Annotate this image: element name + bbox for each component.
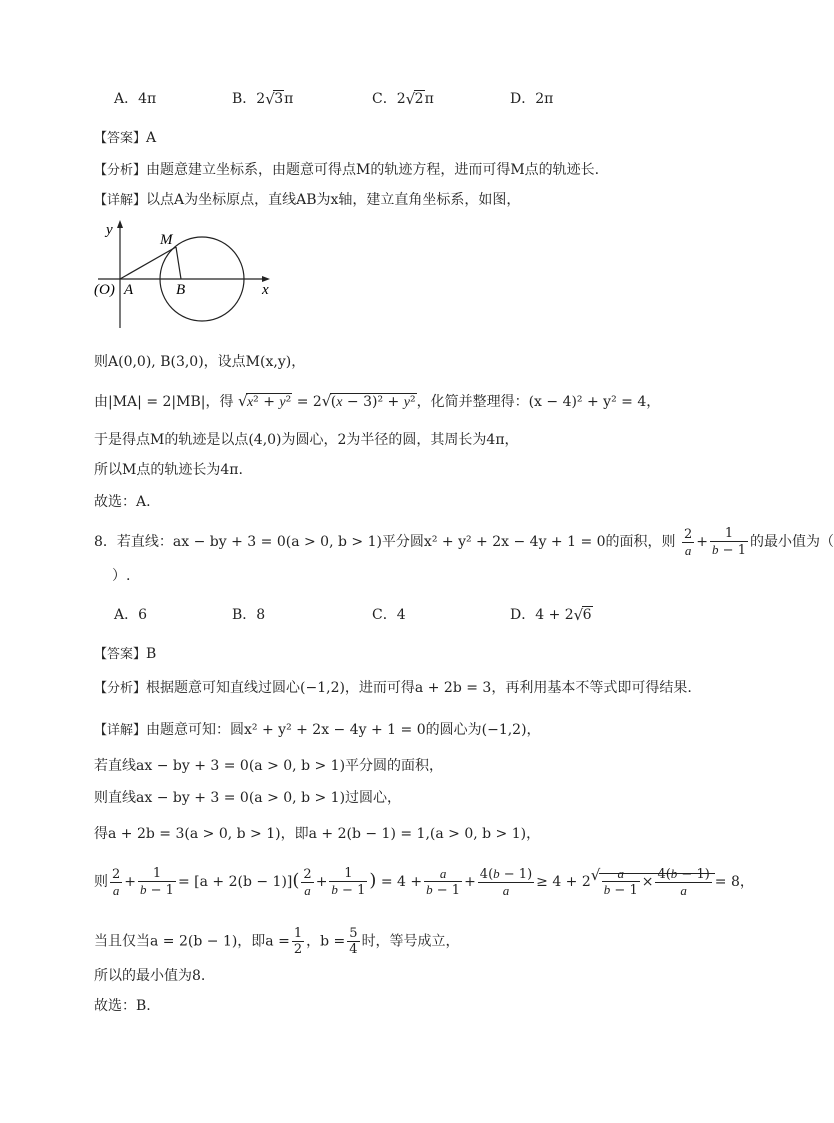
q7-answer: 【答案】A (94, 130, 157, 146)
label-y: y (106, 222, 113, 238)
q8-detail-4: 得a + 2b = 3(a > 0, b > 1)，即a + 2(b − 1) = 1,(a > 0, b > 1)， (94, 826, 541, 842)
q8-detail-6: 当且仅当a = 2(b − 1)，即a = $\frac{1}{2}$ ，b = $\frac{5}{4}$ 时，等号成立， (94, 926, 460, 957)
q8-analysis: 【分析】根据题意可知直线过圆心(−1,2)，进而可得a + 2b = 3，再利用基本不等式即可得结果. (94, 680, 692, 696)
q7-option-a: A．4π (114, 91, 157, 107)
q8-stem-end: ）. (112, 568, 131, 584)
q7-step1: 由|MA| = 2|MB|，得 √ x² + y² = 2√ (x − 3)² + y²，化简并整理得：(x − 4)² + y² = 4， (94, 392, 660, 413)
q8-choose: 故选：B. (94, 998, 151, 1014)
q7-option-d: D．2π (510, 91, 554, 107)
coordinate-figure (90, 218, 290, 332)
q8-detail-2: 若直线ax − by + 3 = 0(a > 0, b > 1)平分圆的面积， (94, 758, 444, 774)
q7-step3: 所以M点的轨迹长为4π. (94, 462, 243, 478)
segment-ma (120, 247, 176, 279)
label-m: M (160, 232, 173, 248)
q7-option-c: C．2√ 2π (372, 88, 434, 108)
q8-detail-7: 所以的最小值为8. (94, 968, 206, 984)
q8-stem: 8．若直线：ax − by + 3 = 0(a > 0, b > 1)平分圆x² + y² + 2x − 4y + 1 = 0的面积，则 $\frac{2}{a}$ + $\frac{1}{b - 1}$ 的最小值为（ (94, 526, 834, 558)
y-axis-arrow (117, 220, 123, 228)
q7-step2: 于是得点M的轨迹是以点(4,0)为圆心，2为半径的圆，其周长为4π， (94, 432, 519, 448)
label-x: x (262, 282, 269, 298)
segment-mb (176, 247, 181, 279)
q7-analysis: 【分析】由题意建立坐标系，由题意可得点M的轨迹方程，进而可得M点的轨迹长. (94, 162, 600, 178)
q8-option-c: C．4 (372, 607, 406, 623)
q8-option-a: A．6 (114, 607, 148, 623)
q7-detail-intro: 【详解】以点A为坐标原点，直线AB为x轴，建立直角坐标系，如图， (94, 192, 521, 208)
q8-detail-5: 则 $\frac{2}{a}$ + $\frac{1}{b - 1}$ = [a + 2(b − 1)]( $\frac{2}{a}$ + $\frac{1}{b - 1}$ ) = 4 + $\frac{a}{b - 1}$ + $\frac{4(b - 1)}{a}$ ≥ 4 + 2 √ $\frac{a}{b - 1}$ × $\frac{4(b - 1)}{a}$ = 8， (94, 866, 754, 898)
q8-option-d: D．4 + 2√ 6 (510, 604, 593, 624)
q7-choose: 故选：A. (94, 494, 151, 510)
q8-detail-3: 则直线ax − by + 3 = 0(a > 0, b > 1)过圆心， (94, 790, 402, 806)
q7-coords: 则A(0,0), B(3,0)，设点M(x,y)， (94, 354, 306, 370)
q7-option-b: B．2√ 3π (232, 88, 293, 108)
q8-option-b: B．8 (232, 607, 266, 623)
label-a: A (124, 282, 134, 298)
q8-answer: 【答案】B (94, 646, 157, 662)
label-b: B (176, 282, 186, 298)
q8-detail-1: 【详解】由题意可知：圆x² + y² + 2x − 4y + 1 = 0的圆心为(−1,2)， (94, 722, 541, 738)
label-o: (O) (94, 282, 115, 298)
